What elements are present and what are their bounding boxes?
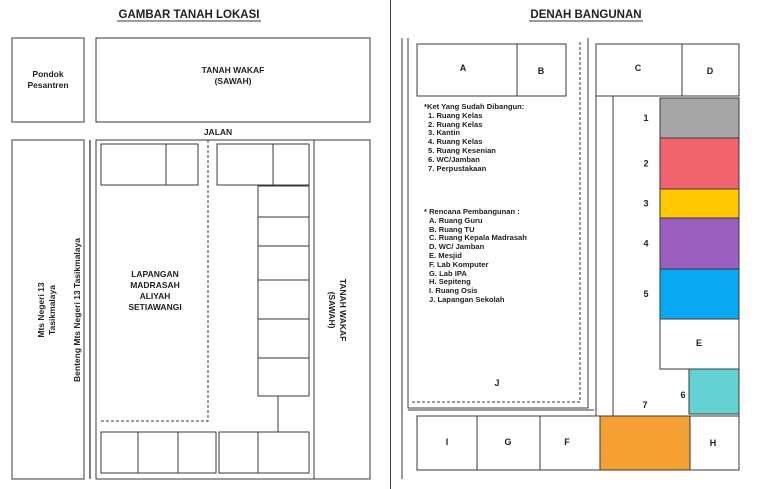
plan-label-i: I bbox=[445, 437, 449, 447]
built-room-label-4: 4 bbox=[643, 238, 649, 249]
legend-planned-item: J. Lapangan Sekolah bbox=[429, 294, 505, 304]
legend-built-item: 7. Perpustakaan bbox=[428, 163, 487, 173]
legend-planned-item: C. Ruang Kepala Madrasah bbox=[429, 233, 527, 243]
pondok-label-2: Pesantren bbox=[27, 80, 69, 90]
mts-label-1: Mts Negeri 13 bbox=[36, 282, 46, 338]
legend-built-item: 6. WC/Jamban bbox=[428, 154, 480, 164]
classroom-row-5 bbox=[258, 319, 309, 358]
bottom-room-1 bbox=[101, 432, 138, 473]
bottom-room-4 bbox=[219, 432, 258, 473]
mts-label-2: Tasikmalaya bbox=[47, 285, 57, 335]
mid-building-a bbox=[217, 144, 273, 185]
built-room-4 bbox=[660, 218, 739, 269]
bottom-room-3 bbox=[178, 432, 216, 473]
legend-planned-item: D. WC/ Jamban bbox=[429, 242, 485, 252]
orange-room bbox=[600, 416, 690, 470]
legend-planned-item: G. Lab IPA bbox=[429, 268, 467, 278]
legend-built-item: 1. Ruang Kelas bbox=[428, 110, 483, 120]
jalan-label: JALAN bbox=[203, 127, 233, 137]
legend-built bbox=[424, 103, 524, 173]
built-room-label-2: 2 bbox=[643, 158, 649, 169]
built-room-label-1: 1 bbox=[643, 113, 649, 123]
classroom-row-1 bbox=[258, 186, 309, 217]
plan-label-6: 6 bbox=[680, 390, 686, 400]
tanah-wakaf-right-label-1: TANAH WAKAF bbox=[338, 278, 348, 342]
built-room-label-3: 3 bbox=[643, 198, 649, 209]
left-building-a bbox=[101, 144, 166, 185]
plan-label-b: B bbox=[537, 66, 545, 76]
benteng-label: Benteng Mts Negeri 13 Tasikmalaya bbox=[72, 238, 82, 382]
plan-label-c: C bbox=[634, 63, 642, 73]
room-f-lab-komputer bbox=[540, 416, 600, 470]
left-title: GAMBAR TANAH LOKASI bbox=[118, 9, 260, 21]
lapangan-label-3: ALIYAH bbox=[139, 291, 171, 301]
mid-building-b bbox=[273, 144, 309, 185]
legend-built-title: *Ket Yang Sudah Dibangun: bbox=[424, 102, 525, 111]
built-room-label-5: 5 bbox=[643, 289, 649, 299]
bottom-room-5 bbox=[258, 432, 309, 473]
built-room-1 bbox=[660, 98, 739, 138]
plan-label-a: A bbox=[459, 63, 467, 73]
pondok-label-1: Pondok bbox=[32, 69, 64, 79]
built-room-5 bbox=[660, 269, 739, 319]
right-title: DENAH BANGUNAN bbox=[530, 9, 642, 21]
left-building-b bbox=[166, 144, 198, 185]
plan-label-e: E bbox=[695, 338, 703, 348]
room-a-ruang-guru bbox=[417, 44, 517, 96]
classroom-row-4 bbox=[258, 280, 309, 319]
legend-planned bbox=[424, 208, 527, 305]
classroom-row-6 bbox=[258, 358, 309, 396]
legend-planned-item: A. Ruang Guru bbox=[429, 215, 483, 225]
plan-label-j: J bbox=[494, 378, 500, 388]
legend-planned-item: E. Mesjid bbox=[429, 250, 462, 260]
tanah-wakaf-top-label-1: TANAH WAKAF bbox=[201, 65, 265, 75]
legend-built-item: 3. Kantin bbox=[428, 128, 461, 138]
legend-planned-item: B. Ruang TU bbox=[429, 224, 475, 234]
plan-label-7: 7 bbox=[642, 400, 648, 410]
built-room-2 bbox=[660, 138, 739, 189]
legend-built-item: 2. Ruang Kelas bbox=[428, 119, 483, 129]
classroom-row-2 bbox=[258, 217, 309, 246]
tanah-wakaf-right-label-2: (SAWAH) bbox=[327, 291, 337, 329]
legend-planned-title: * Rencana Pembangunan : bbox=[424, 207, 520, 216]
lapangan-label-2: MADRASAH bbox=[130, 280, 180, 290]
plan-label-f: F bbox=[564, 437, 570, 447]
bottom-room-2 bbox=[138, 432, 178, 473]
tanah-wakaf-top-label-2: (SAWAH) bbox=[214, 76, 252, 86]
legend-planned-item: F. Lab Komputer bbox=[429, 259, 489, 269]
lapangan-label-1: LAPANGAN bbox=[131, 269, 179, 279]
built-room-3 bbox=[660, 189, 739, 218]
plan-label-g: G bbox=[504, 437, 512, 447]
legend-built-item: 5. Ruang Kesenian bbox=[428, 145, 496, 155]
legend-built-item: 4. Ruang Kelas bbox=[428, 137, 483, 147]
plan-label-h: H bbox=[709, 438, 717, 448]
legend-planned-item: H. Sepiteng bbox=[429, 277, 471, 287]
lapangan-label-4: SETIAWANGI bbox=[128, 302, 182, 312]
classroom-row-3 bbox=[258, 246, 309, 280]
room-6-wc-jamban bbox=[689, 369, 739, 414]
plan-label-d: D bbox=[706, 66, 714, 76]
legend-planned-item: I. Ruang Osis bbox=[429, 286, 478, 296]
